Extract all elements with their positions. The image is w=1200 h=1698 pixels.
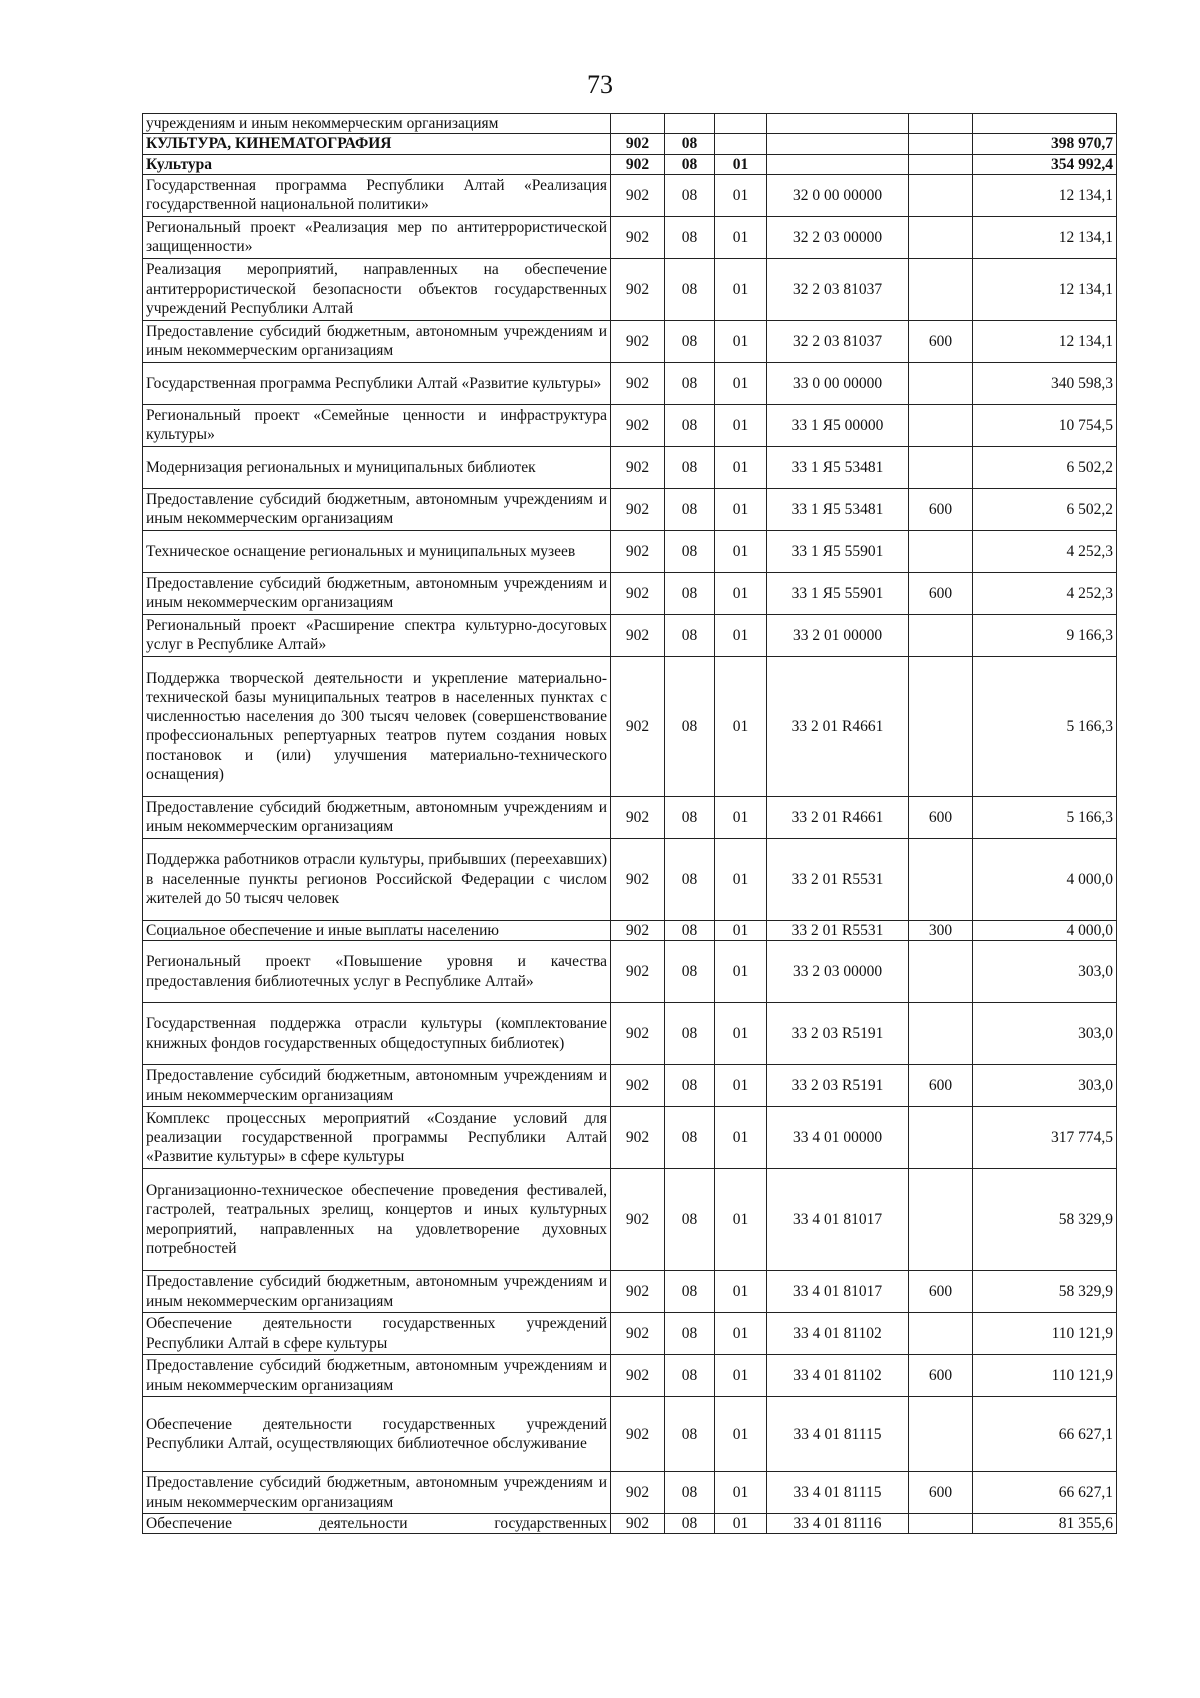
row-name-cell: Региональный проект «Реализация мер по антитеррористической защищенности» [143,216,611,258]
row-target-article-cell: 33 2 03 R5191 [767,1065,909,1107]
row-amount-cell: 317 774,5 [973,1107,1117,1169]
row-expense-type-cell [909,1514,973,1534]
row-expense-type-cell [909,134,973,154]
row-section-cell: 08 [665,920,715,940]
row-subsection-cell: 01 [715,656,767,796]
row-amount-cell: 110 121,9 [973,1313,1117,1355]
row-section-cell: 08 [665,1355,715,1397]
row-section-cell: 08 [665,1169,715,1271]
row-target-article-cell: 33 2 01 R4661 [767,796,909,838]
row-section-cell: 08 [665,614,715,656]
row-section-cell: 08 [665,174,715,216]
row-expense-type-cell [909,174,973,216]
row-amount-cell: 58 329,9 [973,1271,1117,1313]
row-amount-cell [973,114,1117,134]
row-name-cell: Предоставление субсидий бюджетным, автономным учреждениям и иным некоммерческим организациям [143,1065,611,1107]
row-expense-type-cell [909,154,973,174]
row-grbs-cell: 902 [611,320,665,362]
row-amount-cell: 5 166,3 [973,656,1117,796]
row-amount-cell: 6 502,2 [973,488,1117,530]
row-target-article-cell: 33 2 01 R5531 [767,920,909,940]
row-section-cell: 08 [665,838,715,920]
row-target-article-cell: 33 2 03 R5191 [767,1003,909,1065]
row-target-article-cell: 33 2 01 R5531 [767,838,909,920]
row-subsection-cell: 01 [715,404,767,446]
row-name-cell: Обеспечение деятельности государственных учреждений Республики Алтай, осуществляющих библиотечное обслуживание [143,1397,611,1472]
row-expense-type-cell [909,1169,973,1271]
row-target-article-cell: 33 4 01 81116 [767,1514,909,1534]
row-section-cell: 08 [665,216,715,258]
row-grbs-cell: 902 [611,1271,665,1313]
row-target-article-cell [767,114,909,134]
table-row [143,1313,1117,1355]
row-name-cell: Обеспечение деятельности государственных учреждений Республики Алтай в сфере культуры [143,1313,611,1355]
row-name-cell: Комплекс процессных мероприятий «Создание условий для реализации государственной программы Республики Алтай «Развитие культуры» в сфере культуры [143,1107,611,1169]
row-section-cell: 08 [665,1514,715,1534]
row-grbs-cell: 902 [611,920,665,940]
row-section-cell: 08 [665,572,715,614]
row-subsection-cell: 01 [715,1313,767,1355]
table-row [143,1397,1117,1472]
row-subsection-cell: 01 [715,446,767,488]
row-expense-type-cell [909,1313,973,1355]
row-section-cell: 08 [665,656,715,796]
row-grbs-cell: 902 [611,488,665,530]
row-expense-type-cell [909,530,973,572]
row-amount-cell: 12 134,1 [973,174,1117,216]
row-grbs-cell: 902 [611,134,665,154]
row-name-cell: Предоставление субсидий бюджетным, автономным учреждениям и иным некоммерческим организациям [143,488,611,530]
row-subsection-cell: 01 [715,174,767,216]
row-subsection-cell: 01 [715,362,767,404]
row-section-cell: 08 [665,530,715,572]
row-grbs-cell: 902 [611,614,665,656]
row-grbs-cell: 902 [611,941,665,1003]
row-grbs-cell: 902 [611,530,665,572]
row-target-article-cell: 33 2 01 R4661 [767,656,909,796]
row-expense-type-cell [909,404,973,446]
row-expense-type-cell [909,114,973,134]
row-amount-cell: 4 000,0 [973,920,1117,940]
row-grbs-cell: 902 [611,572,665,614]
row-name-cell: Предоставление субсидий бюджетным, автономным учреждениям и иным некоммерческим организациям [143,796,611,838]
row-grbs-cell: 902 [611,1397,665,1472]
budget-table-body [143,114,1117,1534]
row-section-cell: 08 [665,1271,715,1313]
row-name-cell: Государственная программа Республики Алтай «Развитие культуры» [143,362,611,404]
row-name-cell: Предоставление субсидий бюджетным, автономным учреждениям и иным некоммерческим организациям [143,1271,611,1313]
table-row [143,1472,1117,1514]
row-section-cell: 08 [665,1065,715,1107]
row-subsection-cell: 01 [715,614,767,656]
table-row [143,1003,1117,1065]
row-expense-type-cell: 600 [909,320,973,362]
table-row [143,920,1117,940]
row-expense-type-cell: 600 [909,488,973,530]
table-row [143,1355,1117,1397]
row-name-cell: Поддержка работников отрасли культуры, прибывших (переехавших) в населенные пункты регионов Российской Федерации с числом жителей до 50 тысяч человек [143,838,611,920]
row-amount-cell: 12 134,1 [973,320,1117,362]
table-row [143,488,1117,530]
row-expense-type-cell: 600 [909,1355,973,1397]
row-name-cell: учреждениям и иным некоммерческим организациям [143,114,611,134]
table-row [143,404,1117,446]
row-amount-cell: 4 252,3 [973,572,1117,614]
row-name-cell: Поддержка творческой деятельности и укрепление материально-технической базы муниципальных театров в населенных пунктах с численностью населения до 300 тысяч человек (совершенствование профессиональных репертуарных театров путем создания новых постановок и (или) улучшения материально-технического оснащения) [143,656,611,796]
row-subsection-cell: 01 [715,488,767,530]
row-name-cell: Региональный проект «Повышение уровня и качества предоставления библиотечных услуг в Республике Алтай» [143,941,611,1003]
row-amount-cell: 12 134,1 [973,216,1117,258]
row-target-article-cell: 33 1 Я5 53481 [767,446,909,488]
row-amount-cell: 5 166,3 [973,796,1117,838]
row-grbs-cell: 902 [611,796,665,838]
row-amount-cell: 12 134,1 [973,258,1117,320]
row-name-cell: Предоставление субсидий бюджетным, автономным учреждениям и иным некоммерческим организациям [143,1472,611,1514]
table-row [143,1065,1117,1107]
row-name-cell: Модернизация региональных и муниципальных библиотек [143,446,611,488]
row-name-cell: Техническое оснащение региональных и муниципальных музеев [143,530,611,572]
table-row [143,796,1117,838]
budget-table [142,113,1117,1534]
row-target-article-cell: 33 1 Я5 00000 [767,404,909,446]
row-amount-cell: 4 252,3 [973,530,1117,572]
row-section-cell: 08 [665,154,715,174]
row-section-cell: 08 [665,1397,715,1472]
table-row [143,114,1117,134]
row-target-article-cell: 33 2 03 00000 [767,941,909,1003]
table-row [143,134,1117,154]
row-expense-type-cell [909,838,973,920]
row-expense-type-cell [909,258,973,320]
row-grbs-cell: 902 [611,404,665,446]
row-target-article-cell: 32 0 00 00000 [767,174,909,216]
row-grbs-cell: 902 [611,446,665,488]
row-section-cell: 08 [665,941,715,1003]
row-target-article-cell: 33 1 Я5 53481 [767,488,909,530]
row-expense-type-cell [909,941,973,1003]
row-expense-type-cell [909,1397,973,1472]
table-row [143,1271,1117,1313]
row-name-cell: Реализация мероприятий, направленных на обеспечение антитеррористической безопасности объектов государственных учреждений Республики Алтай [143,258,611,320]
row-target-article-cell: 33 4 01 00000 [767,1107,909,1169]
row-target-article-cell: 33 4 01 81017 [767,1169,909,1271]
table-row [143,530,1117,572]
row-subsection-cell: 01 [715,1397,767,1472]
row-expense-type-cell: 300 [909,920,973,940]
row-section-cell: 08 [665,1313,715,1355]
row-subsection-cell: 01 [715,1472,767,1514]
row-subsection-cell: 01 [715,572,767,614]
row-expense-type-cell [909,614,973,656]
row-name-cell: Региональный проект «Расширение спектра культурно-досуговых услуг в Республике Алтай» [143,614,611,656]
row-section-cell [665,114,715,134]
row-expense-type-cell: 600 [909,572,973,614]
row-grbs-cell: 902 [611,258,665,320]
table-row [143,838,1117,920]
table-row [143,320,1117,362]
row-amount-cell: 340 598,3 [973,362,1117,404]
table-row [143,1169,1117,1271]
row-amount-cell: 354 992,4 [973,154,1117,174]
row-target-article-cell: 32 2 03 00000 [767,216,909,258]
row-amount-cell: 10 754,5 [973,404,1117,446]
row-grbs-cell: 902 [611,1355,665,1397]
row-expense-type-cell: 600 [909,1271,973,1313]
row-section-cell: 08 [665,134,715,154]
row-subsection-cell: 01 [715,258,767,320]
row-subsection-cell: 01 [715,320,767,362]
table-row [143,154,1117,174]
row-expense-type-cell [909,656,973,796]
row-target-article-cell: 33 2 01 00000 [767,614,909,656]
row-subsection-cell: 01 [715,1065,767,1107]
row-expense-type-cell [909,446,973,488]
row-expense-type-cell [909,1107,973,1169]
row-grbs-cell: 902 [611,656,665,796]
table-row [143,446,1117,488]
row-section-cell: 08 [665,796,715,838]
row-amount-cell: 81 355,6 [973,1514,1117,1534]
row-subsection-cell: 01 [715,1107,767,1169]
row-amount-cell: 58 329,9 [973,1169,1117,1271]
table-row [143,941,1117,1003]
row-amount-cell: 303,0 [973,941,1117,1003]
row-grbs-cell: 902 [611,174,665,216]
row-section-cell: 08 [665,488,715,530]
row-name-cell: Региональный проект «Семейные ценности и инфраструктура культуры» [143,404,611,446]
row-name-cell: Организационно-техническое обеспечение проведения фестивалей, гастролей, театральных зрелищ, концертов и иных культурных мероприятий, направленных на удовлетворение духовных потребностей [143,1169,611,1271]
row-target-article-cell: 32 2 03 81037 [767,320,909,362]
row-grbs-cell: 902 [611,1003,665,1065]
row-amount-cell: 66 627,1 [973,1472,1117,1514]
row-grbs-cell: 902 [611,838,665,920]
row-amount-cell: 303,0 [973,1003,1117,1065]
row-name-cell: Предоставление субсидий бюджетным, автономным учреждениям и иным некоммерческим организациям [143,572,611,614]
row-amount-cell: 6 502,2 [973,446,1117,488]
row-expense-type-cell [909,1003,973,1065]
row-expense-type-cell [909,362,973,404]
row-grbs-cell: 902 [611,1472,665,1514]
row-name-cell: Предоставление субсидий бюджетным, автономным учреждениям и иным некоммерческим организациям [143,1355,611,1397]
row-subsection-cell: 01 [715,1271,767,1313]
row-amount-cell: 110 121,9 [973,1355,1117,1397]
row-name-cell: Обеспечение деятельности государственных [143,1514,611,1534]
row-subsection-cell: 01 [715,530,767,572]
row-subsection-cell: 01 [715,838,767,920]
row-expense-type-cell: 600 [909,1065,973,1107]
row-target-article-cell: 33 1 Я5 55901 [767,530,909,572]
row-target-article-cell: 33 0 00 00000 [767,362,909,404]
row-section-cell: 08 [665,404,715,446]
row-subsection-cell: 01 [715,154,767,174]
row-section-cell: 08 [665,258,715,320]
row-grbs-cell: 902 [611,362,665,404]
row-expense-type-cell [909,216,973,258]
row-subsection-cell: 01 [715,796,767,838]
row-target-article-cell: 33 4 01 81102 [767,1355,909,1397]
row-name-cell: Государственная программа Республики Алтай «Реализация государственной национальной политики» [143,174,611,216]
row-subsection-cell [715,114,767,134]
row-section-cell: 08 [665,362,715,404]
row-target-article-cell: 32 2 03 81037 [767,258,909,320]
row-target-article-cell [767,134,909,154]
row-target-article-cell [767,154,909,174]
row-name-cell: Государственная поддержка отрасли культуры (комплектование книжных фондов государственных общедоступных библиотек) [143,1003,611,1065]
table-row [143,362,1117,404]
row-grbs-cell: 902 [611,1107,665,1169]
row-expense-type-cell: 600 [909,796,973,838]
row-grbs-cell: 902 [611,154,665,174]
row-grbs-cell [611,114,665,134]
table-row [143,216,1117,258]
row-subsection-cell [715,134,767,154]
table-row [143,1514,1117,1534]
row-target-article-cell: 33 4 01 81115 [767,1472,909,1514]
row-section-cell: 08 [665,446,715,488]
table-row [143,656,1117,796]
row-grbs-cell: 902 [611,1169,665,1271]
row-amount-cell: 303,0 [973,1065,1117,1107]
row-subsection-cell: 01 [715,1003,767,1065]
row-section-cell: 08 [665,320,715,362]
row-section-cell: 08 [665,1107,715,1169]
row-name-cell: Культура [143,154,611,174]
row-target-article-cell: 33 4 01 81102 [767,1313,909,1355]
row-name-cell: КУЛЬТУРА, КИНЕМАТОГРАФИЯ [143,134,611,154]
row-grbs-cell: 902 [611,1065,665,1107]
table-row [143,1107,1117,1169]
row-subsection-cell: 01 [715,1355,767,1397]
row-amount-cell: 9 166,3 [973,614,1117,656]
row-target-article-cell: 33 1 Я5 55901 [767,572,909,614]
row-section-cell: 08 [665,1472,715,1514]
row-subsection-cell: 01 [715,941,767,1003]
row-amount-cell: 4 000,0 [973,838,1117,920]
table-row [143,258,1117,320]
row-amount-cell: 398 970,7 [973,134,1117,154]
row-subsection-cell: 01 [715,1514,767,1534]
row-grbs-cell: 902 [611,1514,665,1534]
row-grbs-cell: 902 [611,1313,665,1355]
row-name-cell: Предоставление субсидий бюджетным, автономным учреждениям и иным некоммерческим организациям [143,320,611,362]
row-amount-cell: 66 627,1 [973,1397,1117,1472]
table-row [143,572,1117,614]
table-row [143,174,1117,216]
row-grbs-cell: 902 [611,216,665,258]
row-target-article-cell: 33 4 01 81017 [767,1271,909,1313]
row-subsection-cell: 01 [715,920,767,940]
page-number: 73 [587,70,613,99]
row-name-cell: Социальное обеспечение и иные выплаты населению [143,920,611,940]
row-subsection-cell: 01 [715,1169,767,1271]
table-row [143,614,1117,656]
row-section-cell: 08 [665,1003,715,1065]
row-subsection-cell: 01 [715,216,767,258]
row-expense-type-cell: 600 [909,1472,973,1514]
row-target-article-cell: 33 4 01 81115 [767,1397,909,1472]
